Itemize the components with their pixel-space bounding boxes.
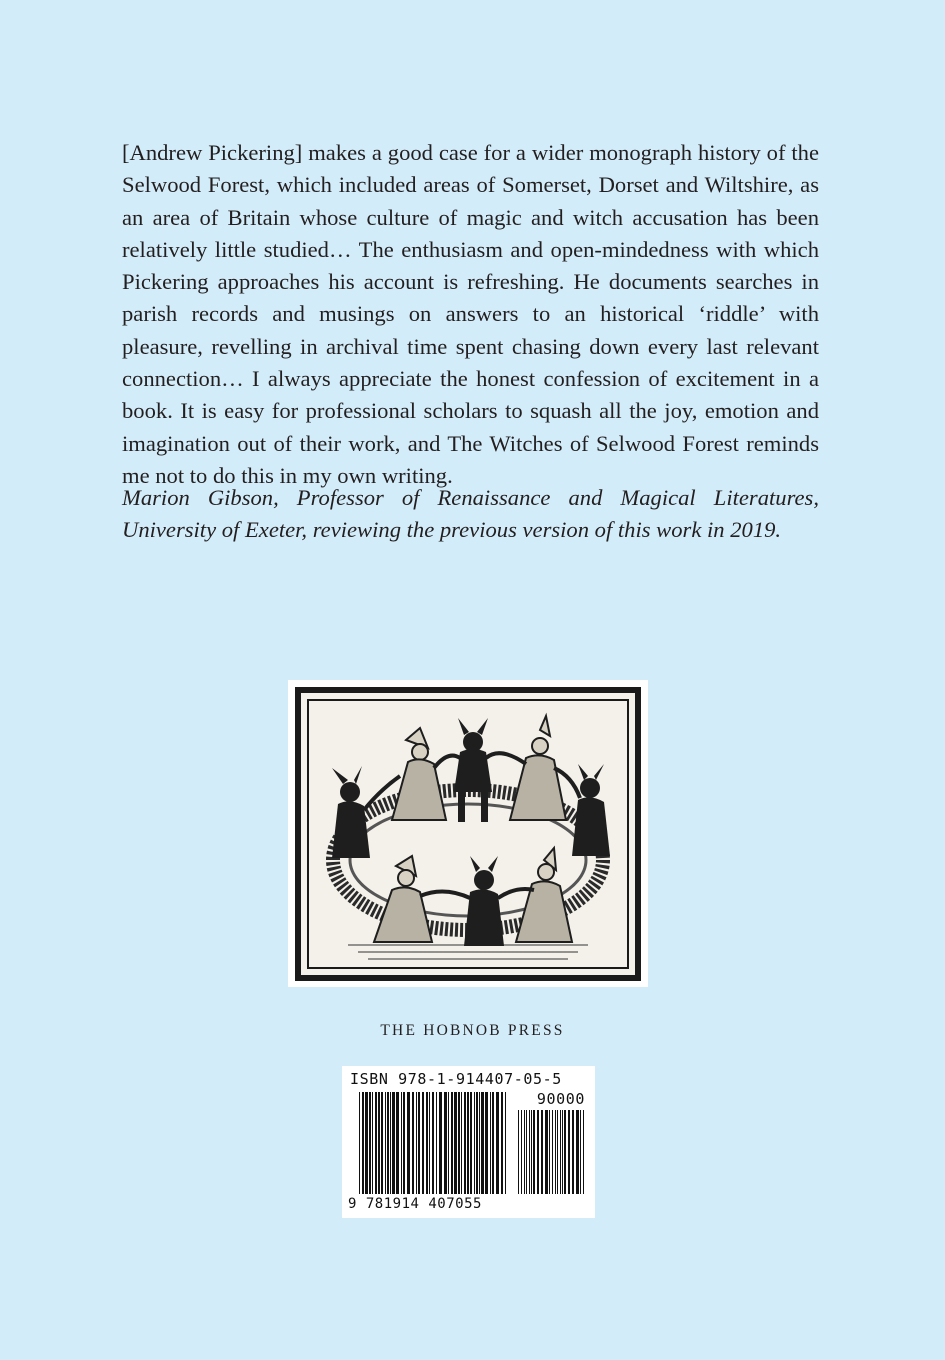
barcode-bar [490,1092,491,1194]
barcode-bar [526,1110,527,1194]
woodcut-illustration [288,680,648,987]
barcode-bar [412,1092,414,1194]
barcode-bar [439,1092,442,1194]
barcode-bar [362,1092,364,1194]
barcode-bar [396,1092,399,1194]
barcode-bar [474,1092,475,1194]
barcode-bar [418,1092,420,1194]
barcode-digits: 9 781914 407055 [348,1196,482,1212]
barcode-bar [381,1092,383,1194]
barcode-bar [481,1092,484,1194]
barcode-bar [403,1092,405,1194]
barcode-bar [564,1110,566,1194]
barcode-addon-bars [518,1110,586,1194]
barcode-bar [485,1092,488,1194]
barcode-bar [444,1092,447,1194]
barcode-bar [461,1092,462,1194]
barcode-bar [369,1092,371,1194]
barcode-bar [521,1110,522,1194]
barcode-bar [407,1092,410,1194]
barcode-bars [359,1092,509,1194]
barcode-bar [529,1110,530,1194]
barcode-bar [533,1110,535,1194]
barcode-bar [390,1092,391,1194]
barcode-bar [372,1092,373,1194]
barcode-bar [422,1092,424,1194]
barcode-bar [572,1110,574,1194]
barcode-bar [470,1092,472,1194]
barcode-bar [562,1110,563,1194]
barcode-bar [467,1092,469,1194]
barcode-bar [505,1092,506,1194]
barcode-bar [518,1110,519,1194]
publisher-name: THE HOBNOB PRESS [380,1022,565,1039]
barcode-bar [568,1110,570,1194]
barcode-bar [464,1092,466,1194]
barcode-bar [432,1092,434,1194]
barcode-bar [557,1110,558,1194]
barcode-bar [501,1092,503,1194]
barcode-bar [365,1092,368,1194]
barcode-bar [524,1110,525,1194]
barcode-bar [385,1092,386,1194]
isbn-barcode [342,1066,595,1218]
barcode-bar [401,1092,402,1194]
barcode-bar [580,1110,581,1194]
barcode-bar [476,1092,478,1194]
price-code: 90000 [536,1090,585,1108]
barcode-bar [545,1110,548,1194]
barcode-bar [375,1092,377,1194]
barcode-bar [576,1110,579,1194]
barcode-bar [492,1092,494,1194]
barcode-bar [448,1092,449,1194]
barcode-bar [387,1092,389,1194]
barcode-bar [429,1092,430,1194]
barcode-bar [552,1110,553,1194]
barcode-bar [541,1110,543,1194]
barcode-bar [378,1092,380,1194]
barcode-bar [479,1092,480,1194]
barcode-bar [458,1092,460,1194]
barcode-bar [454,1092,457,1194]
barcode-bar [436,1092,437,1194]
barcode-bar [451,1092,453,1194]
barcode-bar [496,1092,499,1194]
barcode-bar [426,1092,428,1194]
barcode-bar [537,1110,539,1194]
barcode-bar [416,1092,417,1194]
barcode-bar [359,1092,360,1194]
barcode-bar [583,1110,584,1194]
barcode-bar [555,1110,556,1194]
review-quote: [Andrew Pickering] makes a good case for a wider monograph history of the Selwood Forest, which included areas of Somerset, Dorset and Wiltshire, as an area of Britain whose culture of magic and witch accusation has been relatively little studied… The enthusiasm and open-mindedness with which Pickering approaches his account is refreshing. He documents searches in parish records and musings on answers to an historical ‘riddle’ with pleasure, revelling in archival time spent chasing down every last relevant connection… I always appreciate the honest confession of excitement in a book. It is easy for professional scholars to squash all the joy, emotion and imagination out of their work, and The Witches of Selwood Forest reminds me not to do this in my own writing. [122,140,819,488]
isbn-label: ISBN 978-1-914407-05-5 [350,1070,562,1088]
barcode-bar [560,1110,561,1194]
review-attribution: Marion Gibson, Professor of Renaissance and Magical Literatures, University of Exeter, reviewing the previous version of this work in 2019. [122,485,819,543]
barcode-bar [392,1092,395,1194]
barcode-bar [531,1110,532,1194]
barcode-bar [549,1110,550,1194]
